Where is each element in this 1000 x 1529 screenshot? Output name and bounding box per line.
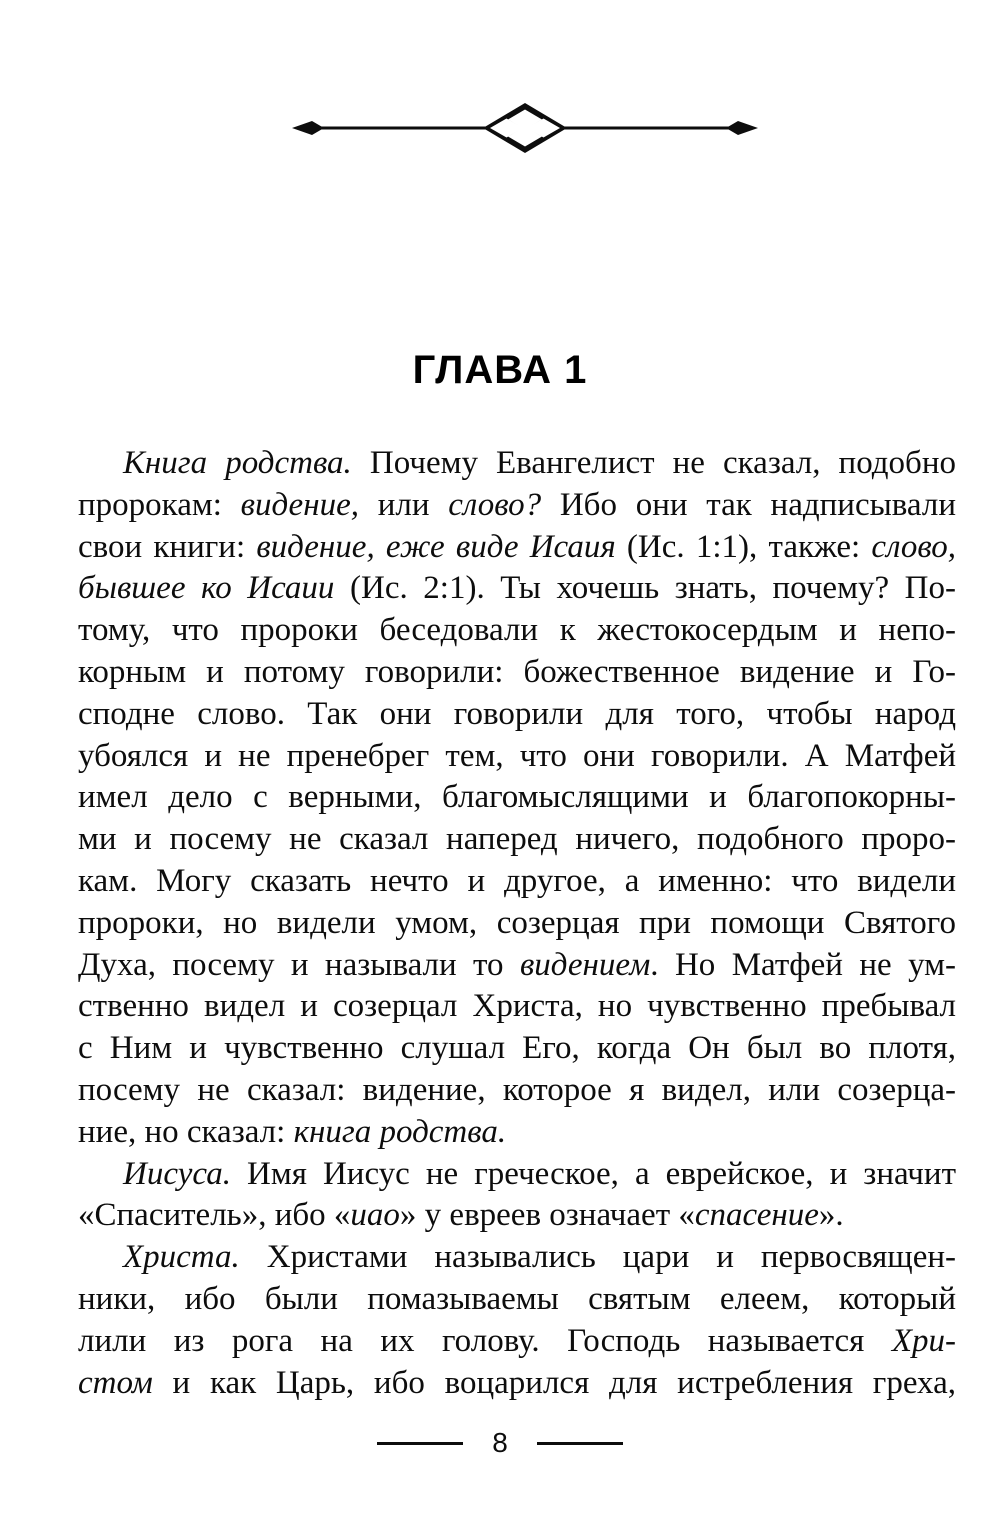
text-line [78, 1154, 956, 1196]
text-line [78, 903, 956, 945]
text-line [78, 1195, 956, 1237]
italic-text: слово? [448, 486, 542, 523]
text-line [78, 652, 956, 694]
regular-text: или [358, 486, 449, 523]
text-line [78, 1028, 956, 1070]
text-line [78, 861, 956, 903]
regular-text: ». [818, 1197, 844, 1234]
regular-text: убоялся и не пренебрег тем, что они говорили. А Матфей [78, 737, 956, 774]
italic-text: слово, [871, 528, 957, 565]
regular-text: «Спаситель», ибо « [78, 1197, 351, 1234]
regular-text: ние, но сказал: [78, 1113, 294, 1150]
italic-text: Христа. [123, 1239, 240, 1276]
text-line [78, 568, 956, 610]
regular-text: ственно видел и созерцал Христа, но чувственно пребывал [78, 988, 956, 1025]
italic-text: стом [78, 1364, 153, 1401]
chapter-heading: ГЛАВА 1 [412, 348, 588, 392]
text-line [78, 1363, 956, 1405]
text-line [78, 694, 956, 736]
footer-rule-right [537, 1442, 623, 1445]
regular-text: посему не сказал: видение, которое я видел, или созерца- [78, 1071, 956, 1108]
regular-text: . Но Матфей не ум- [650, 946, 957, 983]
regular-text: ники, ибо были помазываемы святым елеем, который [78, 1280, 956, 1317]
italic-text: спасение [694, 1197, 819, 1234]
text-line [78, 1237, 956, 1279]
italic-text: видение, [240, 486, 359, 523]
text-line [78, 736, 956, 778]
regular-text: кам. Могу сказать нечто и другое, а именно: что видели [78, 862, 956, 899]
regular-text: тому, что пророки беседовали к жестокосердым и непо- [78, 612, 956, 649]
regular-text: с Ним и чувственно слушал Его, когда Он был во плотя, [78, 1030, 956, 1067]
text-line [78, 819, 956, 861]
regular-text: Христами назывались цари и первосвящен- [239, 1239, 956, 1276]
text-line [78, 443, 956, 485]
regular-text: Ибо они так надписывали [541, 486, 956, 523]
text-line [78, 777, 956, 819]
text-line [78, 1279, 956, 1321]
regular-text: пророки, но видели умом, созерцая при помощи Святого [78, 904, 956, 941]
text-line [78, 485, 956, 527]
text-line [78, 1070, 956, 1112]
text-line [78, 1112, 956, 1154]
page-footer [0, 1428, 1000, 1458]
regular-text: пророкам: [78, 486, 241, 523]
text-line [78, 945, 956, 987]
regular-text: и как Царь, ибо воцарился для истребления греха, [152, 1364, 956, 1401]
regular-text: сподне слово. Так они говорили для того, чтобы народ [78, 695, 956, 732]
italic-text: видением [519, 946, 651, 983]
italic-text: Книга родства. [123, 445, 352, 481]
text-line [78, 986, 956, 1028]
body-text [78, 443, 956, 1404]
italic-text: видение, еже виде Исаия [256, 528, 616, 565]
text-line [78, 527, 956, 569]
regular-text: ми и посему не сказал наперед ничего, подобного проро- [78, 821, 956, 858]
regular-text: Почему Евангелист не сказал, подобно [351, 445, 957, 481]
regular-text: (Ис. 1:1), также: [615, 528, 872, 565]
text-line [78, 610, 956, 652]
regular-text: корным и потому говорили: божественное видение и Го- [78, 653, 956, 690]
italic-text: бывшее ко Исаии [78, 570, 335, 607]
italic-text: Иисуса. [123, 1155, 231, 1192]
regular-text: Духа, посему и называли то [78, 946, 520, 983]
regular-text: » у евреев означает « [399, 1197, 695, 1234]
text-line [78, 1321, 956, 1363]
regular-text: Имя Иисус не греческое, а еврейское, и значит [230, 1155, 956, 1192]
regular-text: (Ис. 2:1). Ты хочешь знать, почему? По- [334, 570, 956, 607]
footer-rule-left [377, 1442, 463, 1445]
regular-text: свои книги: [78, 528, 257, 565]
regular-text: имел дело с верными, благомыслящими и благопокорны- [78, 779, 956, 816]
regular-text: лили из рога на их голову. Господь называется [78, 1322, 892, 1359]
italic-text: иао [350, 1197, 400, 1234]
page-number: 8 [492, 1427, 508, 1458]
divider-ornament-icon [290, 101, 760, 155]
italic-text: книга родства. [293, 1113, 507, 1150]
italic-text: Хри- [891, 1322, 956, 1359]
